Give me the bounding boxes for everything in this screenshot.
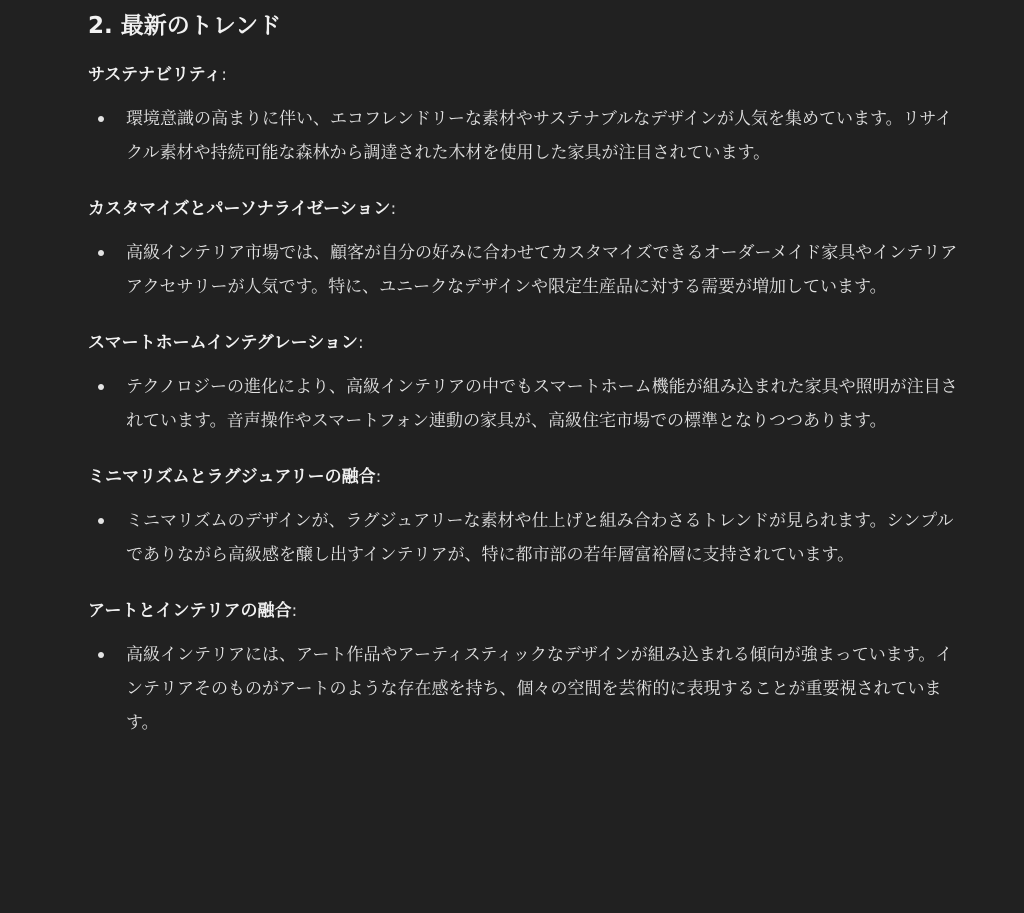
- bullet-dot-icon: [98, 116, 104, 122]
- list-item: [88, 504, 958, 572]
- bullet-dot-icon: [98, 652, 104, 658]
- topic-customization: [88, 194, 958, 224]
- topic-title: サステナビリティ: [88, 65, 222, 85]
- bullet-dot-icon: [98, 384, 104, 390]
- topic-title: アートとインテリアの融合: [88, 601, 292, 621]
- topic-colon: :: [390, 199, 397, 219]
- bullet-text: テクノロジーの進化により、高級インテリアの中でもスマートホーム機能が組み込まれた家具や照明が注目されています。音声操作やスマートフォン連動の家具が、高級住宅市場での標準となりつつあります。: [126, 377, 958, 431]
- bullet-text: 高級インテリアには、アート作品やアーティスティックなデザインが組み込まれる傾向が強まっています。インテリアそのものがアートのような存在感を持ち、個々の空間を芸術的に表現することが重要視されています。: [126, 645, 953, 733]
- list-item: [88, 638, 958, 740]
- topic-colon: :: [291, 601, 298, 621]
- bullet-text: 高級インテリア市場では、顧客が自分の好みに合わせてカスタマイズできるオーダーメイド家具やインテリアアクセサリーが人気です。特に、ユニークなデザインや限定生産品に対する需要が増加しています。: [126, 243, 958, 297]
- topic-title: カスタマイズとパーソナライゼーション: [88, 199, 391, 219]
- topic-smart-home: [88, 328, 958, 358]
- topic-colon: :: [357, 333, 364, 353]
- topic-title: スマートホームインテグレーション: [88, 333, 358, 353]
- topic-colon: :: [221, 65, 228, 85]
- section-heading: 2. 最新のトレンド: [88, 13, 282, 39]
- bullet-list: [88, 638, 958, 740]
- bullet-list: [88, 102, 958, 170]
- topic-title: ミニマリズムとラグジュアリーの融合: [88, 467, 376, 487]
- bullet-list: [88, 370, 958, 438]
- bullet-dot-icon: [98, 250, 104, 256]
- list-item: [88, 236, 958, 304]
- topic-minimalism-luxury: [88, 462, 958, 492]
- bullet-list: [88, 504, 958, 572]
- bullet-list: [88, 236, 958, 304]
- bullet-text: 環境意識の高まりに伴い、エコフレンドリーな素材やサステナブルなデザインが人気を集めています。リサイクル素材や持続可能な森林から調達された木材を使用した家具が注目されています。: [126, 109, 953, 163]
- list-item: [88, 370, 958, 438]
- bullet-dot-icon: [98, 518, 104, 524]
- list-item: [88, 102, 958, 170]
- response-content: [88, 0, 958, 740]
- bullet-text: ミニマリズムのデザインが、ラグジュアリーな素材や仕上げと組み合わさるトレンドが見られます。シンプルでありながら高級感を醸し出すインテリアが、特に都市部の若年層富裕層に支持されています。: [126, 511, 954, 565]
- topic-colon: :: [375, 467, 382, 487]
- topic-sustainability: [88, 60, 958, 90]
- topic-art-interior: [88, 596, 958, 626]
